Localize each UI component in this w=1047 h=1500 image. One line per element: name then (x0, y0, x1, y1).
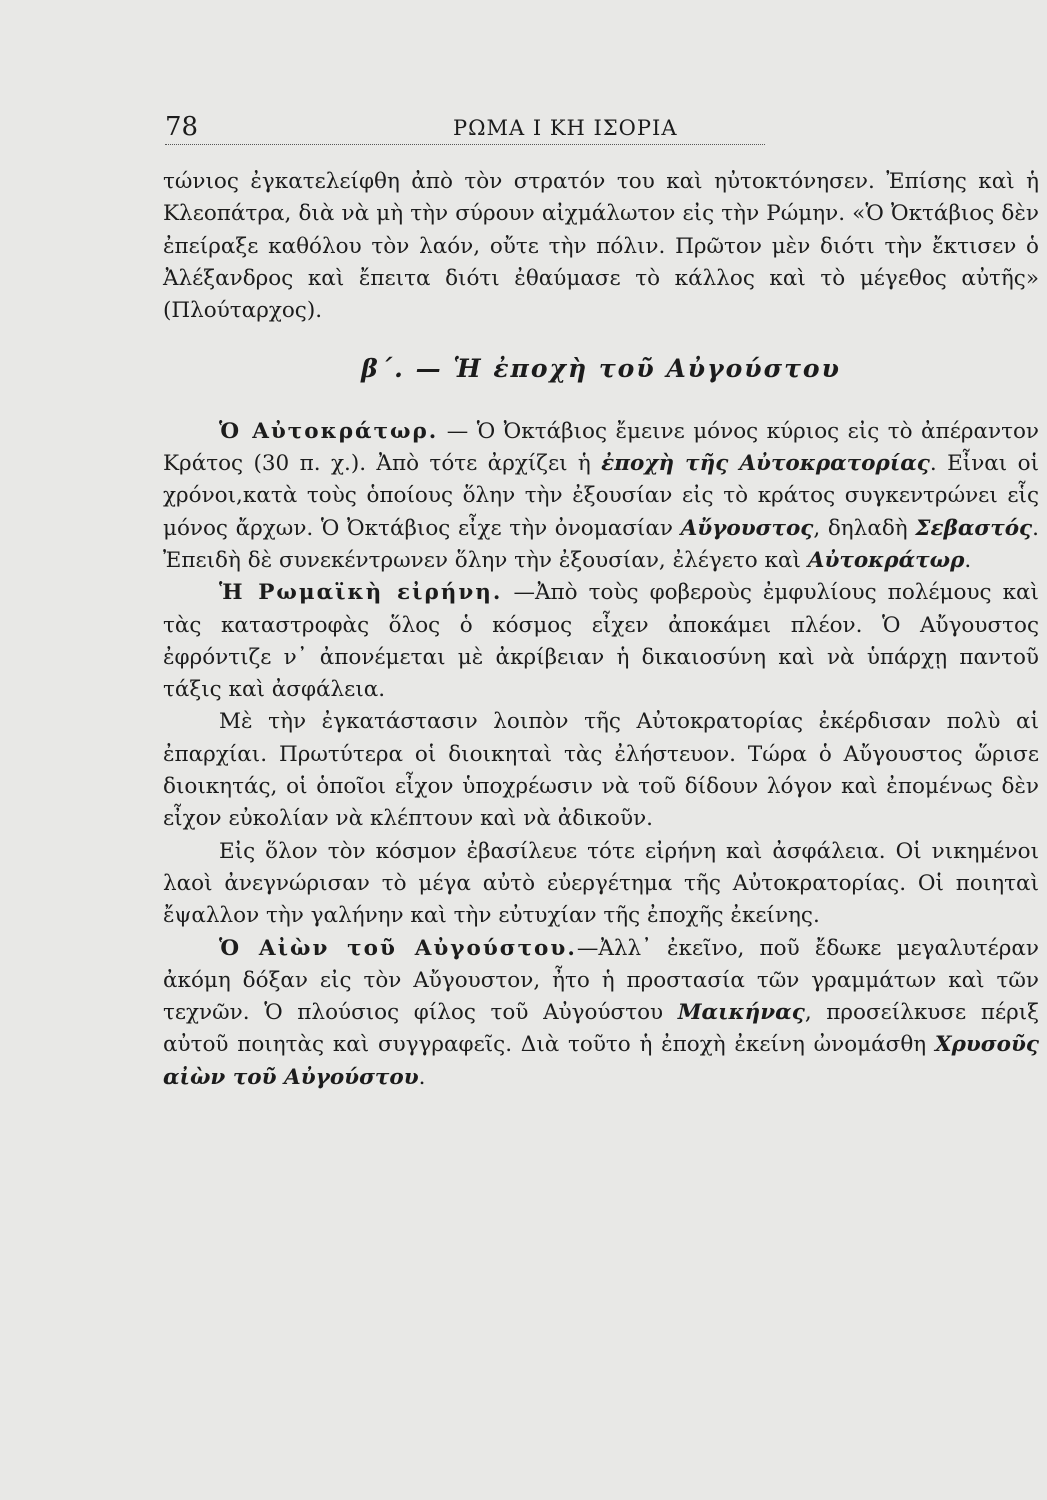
paragraph-text: . (418, 1064, 426, 1090)
emphasis: ἐποχὴ τῆς Αὐτοκρατορίας (601, 451, 930, 477)
emphasis: Αὐτοκράτωρ (807, 547, 965, 573)
paragraph-autokrator (163, 416, 1039, 577)
paragraph-text: — Ὁ Ὀκτάβιος ἔμεινε μόνος κύριος εἰς τὸ ἀπέραντον Κράτος (30 π. χ.). Ἀπὸ τότε ἀρχίζει ἡ (163, 418, 1039, 477)
section-title: β΄. — Ἡ ἐποχὴ τοῦ Αὐγούστου (361, 354, 841, 384)
emphasis: Αὔγουστος (680, 515, 814, 541)
page-body (163, 166, 1039, 1094)
emphasis: Μαικήνας (677, 1000, 805, 1026)
emphasis: Χρυσοῦς αἰὼν τοῦ Αὐγούστου (163, 1032, 1039, 1090)
paragraph-lead: Ὁ Αὐτοκράτωρ. (219, 418, 439, 444)
paragraph-text: —Ἀπὸ τοὺς φοβεροὺς ἐμφυλίους πολέμους καὶ τὰς καταστροφὰς ὅλος ὁ κόσμος εἶχεν ἀποκάμει πλέον. Ὁ Αὔγουστος ἐφρόντιζε ν᾽ ἀπονέμεται μὲ ἀκρίβειαν ἡ δικαιοσύνη καὶ νὰ ὑπάρχῃ παντοῦ τάξις καὶ ἀσφάλεια. (163, 580, 1039, 703)
paragraph-peace: Εἰς ὅλον τὸν κόσμον ἐβασίλευε τότε εἰρήνη καὶ ἀσφάλεια. Οἱ νικημένοι λαοὶ ἀνεγνώρισαν τὸ μέγα αὐτὸ εὐεργέτημα τῆς Αὐτοκρατορίας. Οἱ ποιηταὶ ἔψαλλον τὴν γαλήνην καὶ τὴν εὐτυχίαν τῆς ἐποχῆς ἐκείνης. (163, 838, 1039, 929)
paragraph-text: , προσείλκυσε πέριξ αὐτοῦ ποιητὰς καὶ συγγραφεῖς. Διὰ τοῦτο ἡ ἐποχὴ ἐκείνη ὠνομάσθη (163, 1000, 1039, 1058)
paragraph-pax-romana (163, 577, 1039, 706)
emphasis: Σεβαστός (915, 515, 1033, 541)
paragraph-text: . Ἐπειδὴ δὲ συνεκέντρωνεν ὅλην τὴν ἐξουσίαν, ἐλέγετο καὶ (163, 515, 1039, 573)
page-number: 78 (165, 112, 199, 142)
paragraph-text: , δηλαδὴ (813, 515, 916, 541)
paragraph-provinces: Μὲ τὴν ἐγκατάστασιν λοιπὸν τῆς Αὐτοκρατορίας ἐκέρδισαν πολὺ αἱ ἐπαρχίαι. Πρωτύτερα οἱ διοικηταὶ τὰς ἐλήστευον. Τώρα ὁ Αὔγουστος ὥρισε διοικητάς, οἱ ὁποῖοι εἶχον ὑποχρέωσιν νὰ τοῦ δίδουν λόγον καὶ ἐπομένως δὲν εἶχον εὐκολίαν νὰ κλέπτουν καὶ νὰ ἀδικοῦν. (163, 709, 1039, 832)
running-title: ΡΩΜΑ Ι ΚΗ ΙΣΟΡΙΑ (453, 116, 678, 140)
paragraph-text: . (964, 547, 972, 573)
paragraph-text: —Ἀλλ᾽ ἐκεῖνο, ποῦ ἔδωκε μεγαλυτέραν ἀκόμη δόξαν εἰς τὸν Αὔγουστον, ἦτο ἡ προστασία τῶν γραμμάτων καὶ τῶν τεχνῶν. Ὁ πλούσιος φίλος τοῦ Αὐγούστου (163, 935, 1040, 1026)
paragraph-lead: Ἡ Ρωμαϊκὴ εἰρήνη. (219, 580, 503, 606)
paragraph-golden-age (163, 933, 1039, 1094)
paragraph-lead: Ὁ Αἰὼν τοῦ Αὐγούστου. (219, 935, 577, 961)
paragraph-text: . Εἶναι οἱ χρόνοι,κατὰ τοὺς ὁποίους ὅλην τὴν ἐξουσίαν εἰς τὸ κράτος συγκεντρώνει εἷς μόνος ἄρχων. Ὁ Ὀκτάβιος εἶχε τὴν ὀνομασίαν (163, 451, 1039, 541)
page-header (165, 106, 765, 145)
paragraph-1: τώνιος ἐγκατελείφθη ἀπὸ τὸν στρατόν του καὶ ηὐτοκτόνησεν. Ἐπίσης καὶ ἡ Κλεοπάτρα, διὰ νὰ μὴ τὴν σύρουν αἰχμάλωτον εἰς τὴν Ρώμην. «Ὁ Ὀκτάβιος δὲν ἐπείραξε καθόλου τὸν λαόν, οὔτε τὴν πόλιν. Πρῶτον μὲν διότι τὴν ἔκτισεν ὁ Ἀλέξανδρος καὶ ἔπειτα διότι ἐθαύμασε τὸ κάλλος καὶ τὸ μέγεθος αὐτῆς» (Πλούταρχος). (163, 169, 1039, 324)
